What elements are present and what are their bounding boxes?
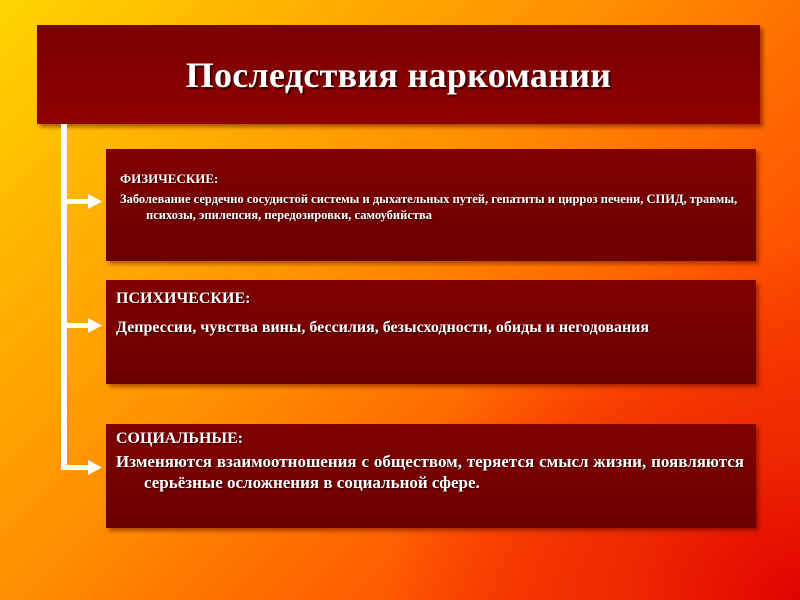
connector-line [58,124,70,484]
section-heading: СОЦИАЛЬНЫЕ: [116,430,244,447]
section-physical [106,149,756,261]
section-text: Заболевание сердечно сосудистой системы и дыхательных путей, гепатиты и цирроз печени, СПИД, травмы, психозы, эпилепсия, передозировки, самоубийства [120,192,738,222]
arrow-right-icon [61,460,102,475]
slide-title: Последствия наркомании [185,54,612,95]
section-text: Изменяются взаимоотношения с обществом, теряется смысл жизни, появляются серьёзные осложнения в социальной сфере. [116,452,744,492]
section-heading: ФИЗИЧЕСКИЕ: [120,171,219,186]
section-mental [106,280,756,384]
arrow-right-icon [61,318,102,333]
section-text: Депрессии, чувства вины, бессилия, безысходности, обиды и негодования [116,319,650,336]
arrow-right-icon [61,194,102,209]
section-social [106,424,756,528]
section-heading: ПСИХИЧЕСКИЕ: [116,290,251,307]
title-banner [37,25,760,124]
